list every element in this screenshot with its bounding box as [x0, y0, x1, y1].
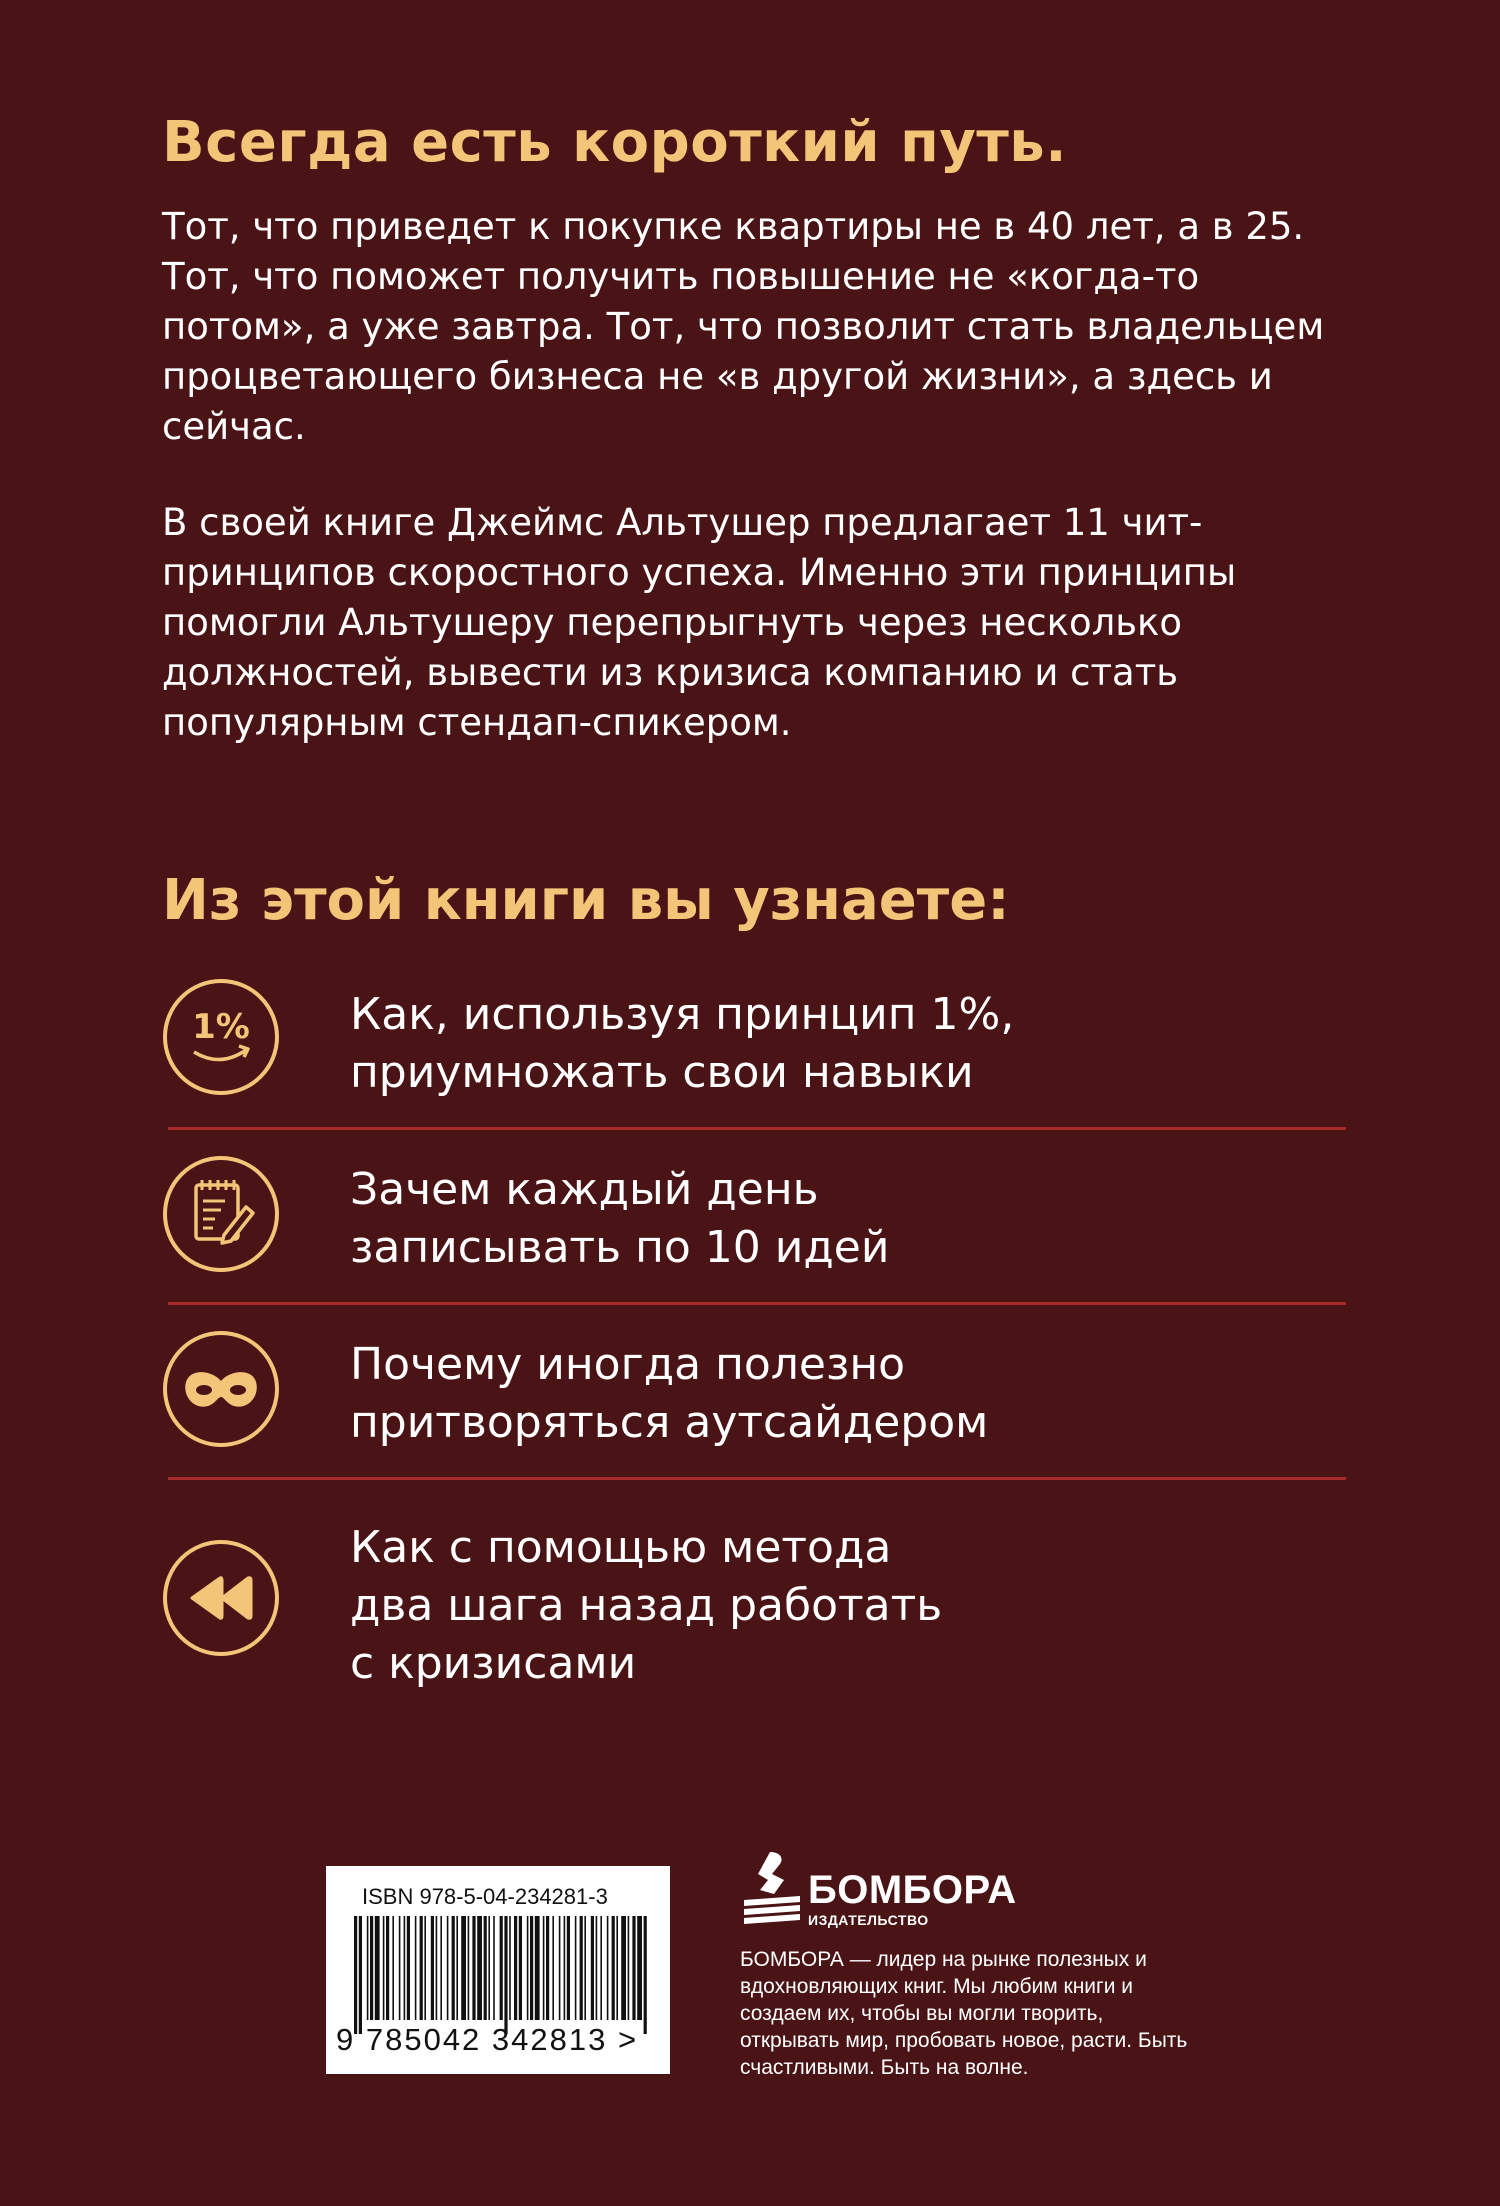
- barcode-bar: [596, 1916, 598, 2020]
- barcode-bar: [456, 1916, 458, 2020]
- barcode-bar: [567, 1916, 570, 2020]
- barcode-bar: [559, 1916, 561, 2020]
- barcode-bar: [488, 1916, 490, 2020]
- barcode-bar: [546, 1916, 549, 2020]
- barcode-bar: [632, 1916, 635, 2020]
- headline: Всегда есть короткий путь.: [162, 110, 1067, 175]
- barcode-bar: [575, 1916, 577, 2020]
- publisher-logo-icon: [740, 1850, 806, 1924]
- barcode-bar: [607, 1916, 609, 2020]
- divider-3: [168, 1477, 1346, 1480]
- barcode-bar: [415, 1916, 417, 2020]
- barcode-bar: [399, 1916, 401, 2020]
- mask-icon: [162, 1330, 280, 1448]
- barcode-bar: [591, 1916, 594, 2020]
- notepad-pencil-icon: [162, 1155, 280, 1273]
- barcode-bar: [584, 1916, 586, 2020]
- barcode-bar: [535, 1916, 540, 2020]
- barcode-bar: [530, 1916, 533, 2020]
- barcode-digits: 9 785042 342813 >: [336, 2022, 639, 2057]
- rewind-icon: [162, 1539, 280, 1657]
- barcode-bar: [440, 1916, 442, 2020]
- publisher-description: БОМБОРА — лидер на рынке полезных и вдохновляющих книг. Мы любим книги и создаем их, чтобы вы могли творить, открывать мир, пробовать новое, расти. Быть счастливыми. Быть на волне.: [740, 1948, 1188, 2079]
- barcode-bars: [350, 1916, 650, 2034]
- barcode-bar: [436, 1916, 438, 2020]
- barcode-bar: [552, 1916, 554, 2020]
- barcode-bar: [447, 1916, 449, 2020]
- barcode-bar: [367, 1916, 369, 2020]
- barcode-bar: [500, 1916, 503, 2020]
- barcode-bar: [354, 1916, 357, 2034]
- benefit-text-4: Как с помощью метода два шага назад работать с кризисами: [350, 1522, 943, 1689]
- one-percent-icon: [162, 978, 280, 1096]
- barcode-bar: [431, 1916, 434, 2020]
- barcode-bar: [370, 1916, 373, 2020]
- benefit-text-2: Зачем каждый день записывать по 10 идей: [350, 1164, 890, 1273]
- intro-paragraph: Тот, что приведет к покупке квартиры не в 40 лет, а в 25. Тот, что поможет получить повышение не «когда-то потом», а уже завтра. Тот, что позволит стать владельцем процветающего бизнеса не «в другой жизни», а здесь и сейчас.: [162, 205, 1325, 448]
- barcode-bar: [519, 1916, 522, 2020]
- barcode-bar: [628, 1916, 630, 2020]
- barcode-bar: [621, 1916, 626, 2020]
- divider-1: [168, 1127, 1346, 1130]
- publisher-subtitle: ИЗДАТЕЛЬСТВО: [808, 1912, 929, 1928]
- barcode-bar: [383, 1916, 385, 2020]
- barcode: [326, 1866, 670, 2074]
- barcode-bar: [468, 1916, 470, 2020]
- barcode-bar: [407, 1916, 410, 2020]
- barcode-bar: [424, 1916, 426, 2020]
- divider-2: [168, 1302, 1346, 1305]
- barcode-bar: [616, 1916, 618, 2020]
- benefit-text-1: Как, используя принцип 1%, приумножать свои навыки: [350, 989, 1015, 1098]
- barcode-bar: [580, 1916, 583, 2020]
- barcode-bar: [484, 1916, 487, 2020]
- publisher-name: БОМБОРА: [808, 1868, 1017, 1912]
- barcode-bar: [509, 1916, 511, 2020]
- barcode-bar: [452, 1916, 455, 2020]
- barcode-bar: [514, 1916, 517, 2020]
- barcode-bar: [644, 1916, 647, 2034]
- section-title: Из этой книги вы узнаете:: [162, 868, 1010, 933]
- barcode-bar: [504, 1916, 507, 2034]
- barcode-bar: [477, 1916, 482, 2020]
- barcode-bar: [493, 1916, 495, 2020]
- barcode-bar: [600, 1916, 602, 2020]
- barcode-bar: [359, 1916, 362, 2034]
- barcode-bar: [375, 1916, 380, 2020]
- barcode-bar: [637, 1916, 642, 2020]
- author-paragraph: В своей книге Джеймс Альтушер предлагает 11 чит-принципов скоростного успеха. Именно эти принципы помогли Альтушеру перепрыгнуть через несколько должностей, вывести из кризиса компанию и стать популярным стендап-спикером.: [162, 501, 1237, 744]
- barcode-bar: [543, 1916, 545, 2020]
- svg-text:1%: 1%: [192, 1007, 250, 1047]
- barcode-bar: [404, 1916, 406, 2020]
- barcode-bar: [392, 1916, 394, 2020]
- barcode-bar: [386, 1916, 389, 2020]
- isbn-label: ISBN 978-5-04-234281-3: [362, 1884, 608, 1909]
- barcode-bar: [420, 1916, 423, 2020]
- barcode-bar: [612, 1916, 615, 2020]
- benefit-text-3: Почему иногда полезно притворяться аутсайдером: [350, 1339, 989, 1448]
- barcode-bar: [527, 1916, 529, 2020]
- barcode-bar: [564, 1916, 566, 2020]
- barcode-bar: [461, 1916, 466, 2020]
- barcode-bar: [472, 1916, 475, 2020]
